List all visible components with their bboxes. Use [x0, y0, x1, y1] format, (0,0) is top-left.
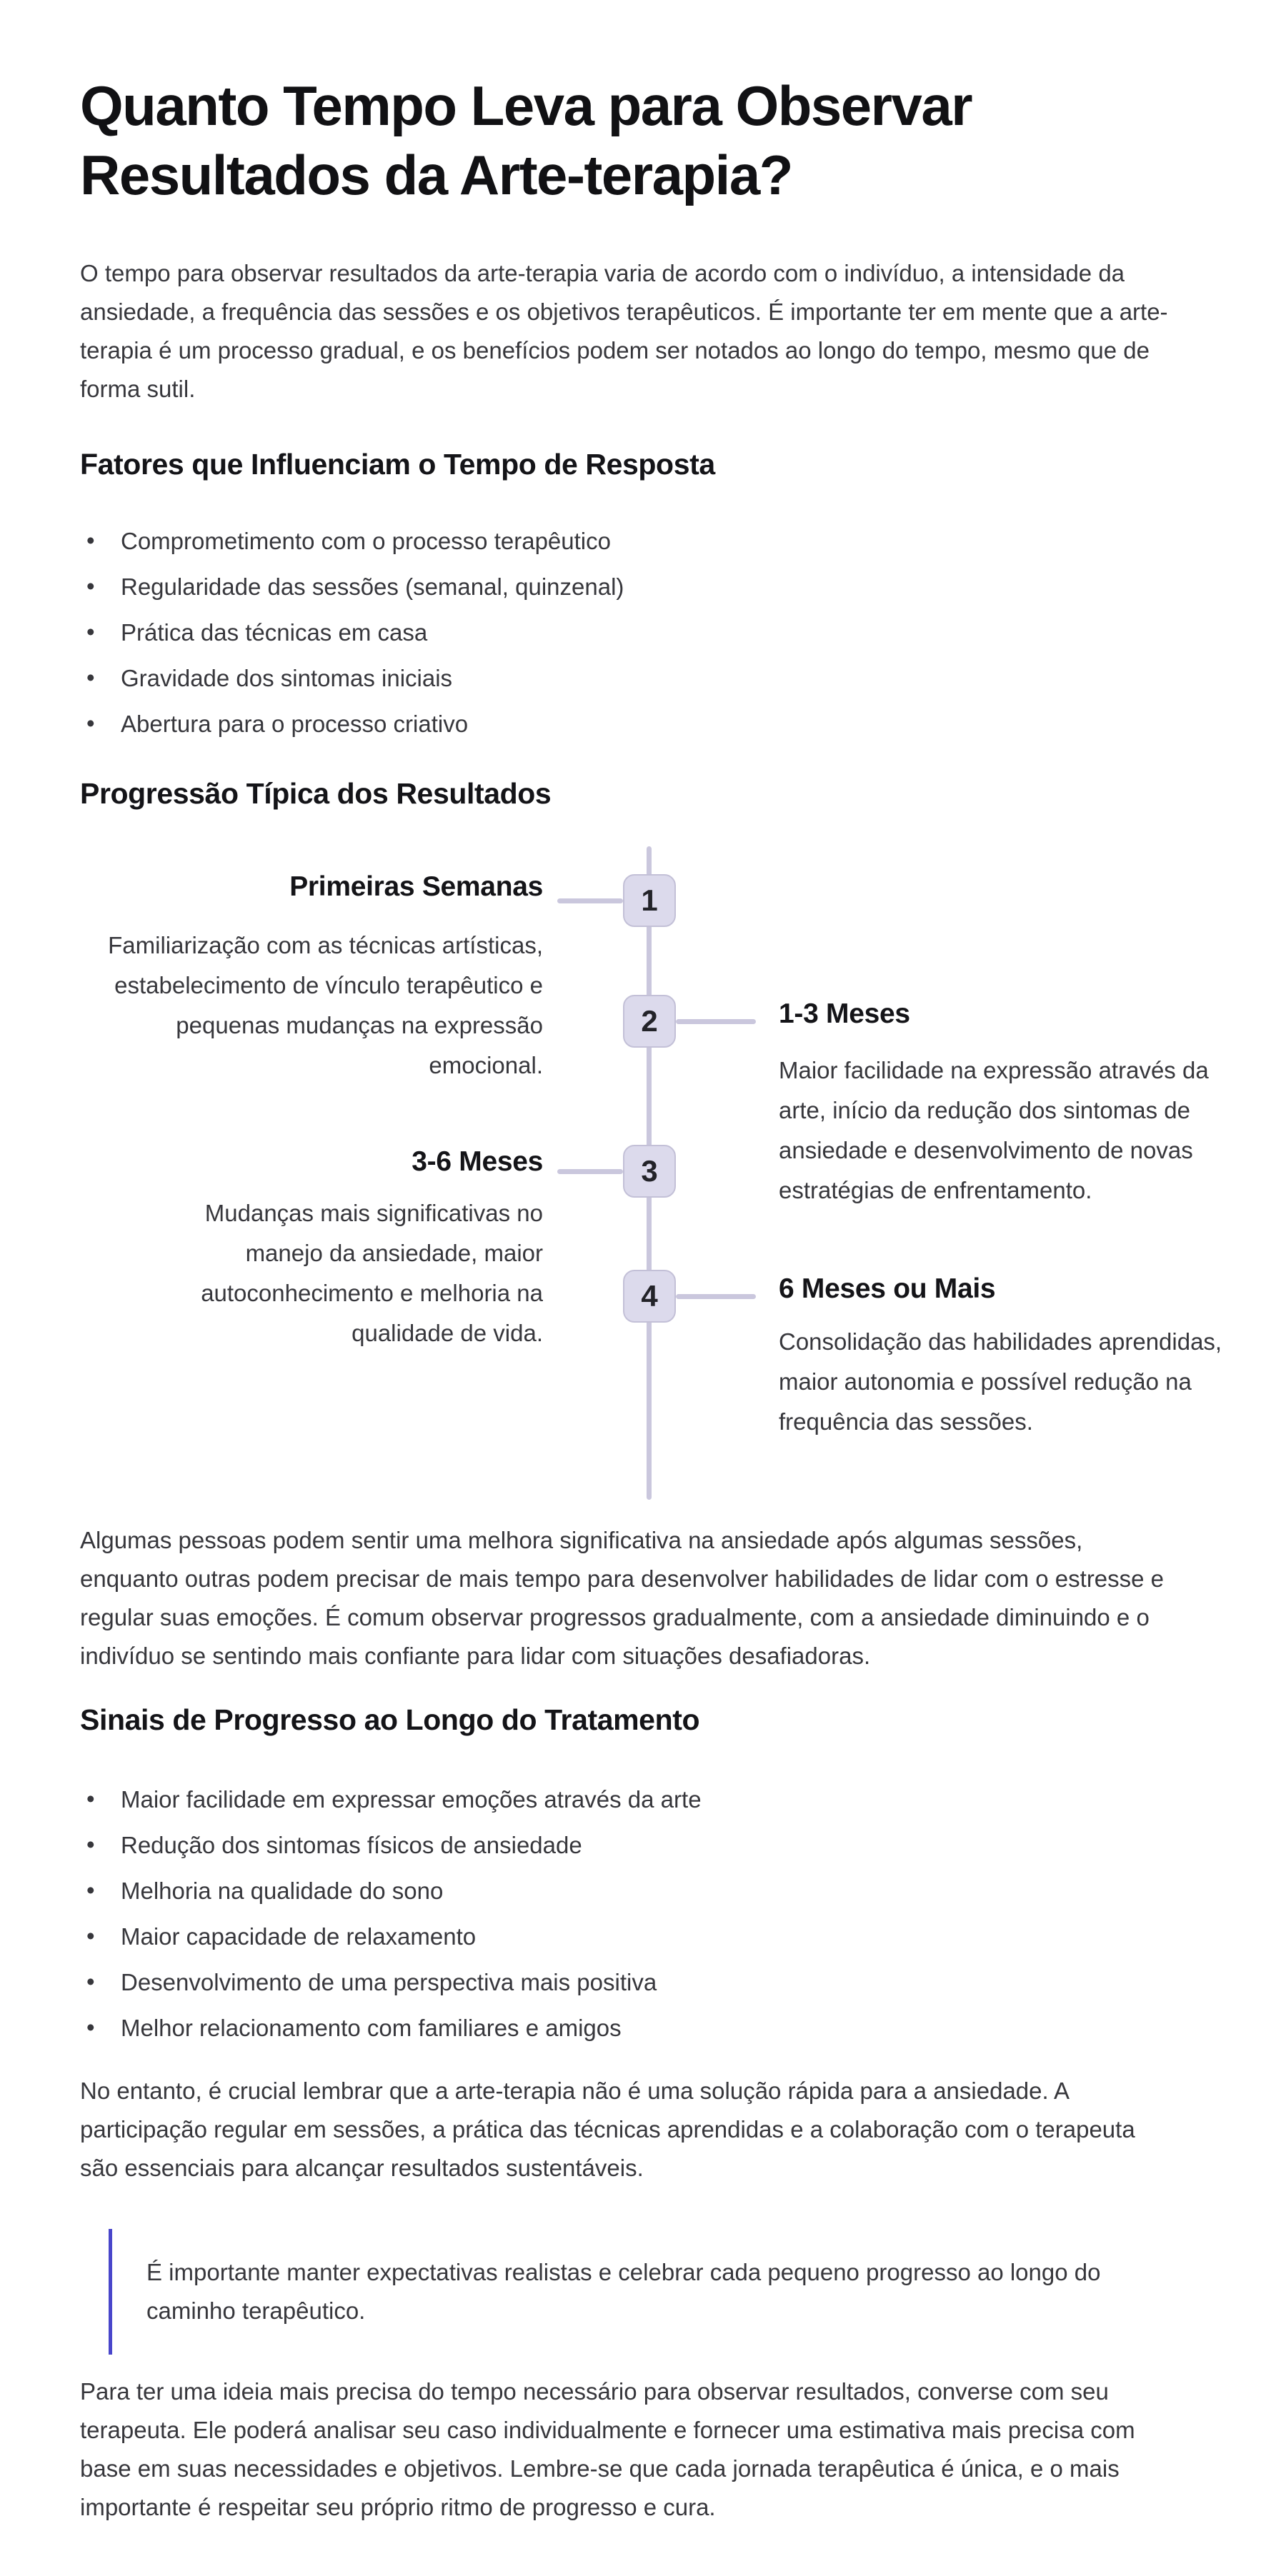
page-title: Quanto Tempo Leva para Observar Resultados da Arte-terapia? [80, 74, 972, 206]
caution-paragraph: No entanto, é crucial lembrar que a arte-terapia não é uma solução rápida para a ansiedade. A participação regular em sessões, a prática das técnicas aprendidas e a colaboração com o terapeuta são essenciais para alcançar resultados sustentáveis. [80, 2078, 1135, 2181]
section-heading-progression: Progressão Típica dos Resultados [80, 777, 552, 810]
timeline-step-2-number: 2 [623, 995, 676, 1048]
section-heading-signs: Sinais de Progresso ao Longo do Tratamento [80, 1703, 700, 1736]
timeline-item-description: Mudanças mais significativas no manejo da ansiedade, maior autoconhecimento e melhoria na qualidade de vida. [201, 1200, 543, 1346]
section-heading-factors: Fatores que Influenciam o Tempo de Resposta [80, 448, 715, 481]
timeline-item-title: 3-6 Meses [412, 1146, 543, 1177]
timeline [0, 843, 1286, 1500]
signs-list [80, 1780, 1152, 2055]
list-item: • Abertura para o processo criativo [80, 705, 1152, 743]
timeline-connector [557, 1169, 623, 1174]
quote-block: É importante manter expectativas realistas e celebrar cada pequeno progresso ao longo do caminho terapêutico. [109, 2229, 1166, 2355]
list-item: • Maior capacidade de relaxamento [80, 1918, 1152, 1956]
list-item: • Comprometimento com o processo terapêutico [80, 522, 1152, 561]
progress-note-paragraph: Algumas pessoas podem sentir uma melhora significativa na ansiedade após algumas sessões, enquanto outras podem precisar de mais tempo para desenvolver habilidades de lidar com o estresse e regular suas emoções. É comum observar progressos gradualmente, com a ansiedade diminuindo e o indivíduo se sentindo mais confiante para lidar com situações desafiadoras. [80, 1527, 1165, 1669]
list-item: • Melhoria na qualidade do sono [80, 1872, 1152, 1910]
timeline-step-3-number: 3 [623, 1145, 676, 1198]
timeline-step-1-number: 1 [623, 874, 676, 927]
list-item: • Maior facilidade em expressar emoções através da arte [80, 1780, 1152, 1819]
list-item: • Desenvolvimento de uma perspectiva mais positiva [80, 1963, 1152, 2002]
timeline-item-title: Primeiras Semanas [289, 871, 543, 902]
timeline-item-description: Consolidação das habilidades aprendidas, maior autonomia e possível redução na frequência das sessões. [779, 1328, 1222, 1435]
timeline-item-title: 1-3 Meses [779, 998, 910, 1029]
timeline-connector [676, 1294, 756, 1299]
timeline-item-description: Familiarização com as técnicas artísticas, estabelecimento de vínculo terapêutico e pequenas mudanças na expressão emocional. [108, 932, 543, 1078]
list-item: • Prática das técnicas em casa [80, 613, 1152, 652]
list-item: • Regularidade das sessões (semanal, quinzenal) [80, 568, 1152, 606]
list-item: • Melhor relacionamento com familiares e amigos [80, 2009, 1152, 2048]
timeline-item-description: Maior facilidade na expressão através da arte, início da redução dos sintomas de ansiedade e desenvolvimento de novas estratégias de enfrentamento. [779, 1057, 1209, 1203]
list-item: • Redução dos sintomas físicos de ansiedade [80, 1826, 1152, 1865]
factors-list [80, 522, 1152, 751]
timeline-step-4-number: 4 [623, 1270, 676, 1323]
timeline-connector [676, 1019, 756, 1024]
intro-paragraph: O tempo para observar resultados da arte-terapia varia de acordo com o indivíduo, a intensidade da ansiedade, a frequência das sessões e os objetivos terapêuticos. É importante ter em mente que a arte-terapia é um processo gradual, e os benefícios podem ser notados ao longo do tempo, mesmo que de forma sutil. [80, 260, 1168, 402]
list-item: • Gravidade dos sintomas iniciais [80, 659, 1152, 698]
timeline-connector [557, 898, 623, 903]
timeline-item-title: 6 Meses ou Mais [779, 1273, 996, 1304]
closing-paragraph: Para ter uma ideia mais precisa do tempo necessário para observar resultados, converse com seu terapeuta. Ele poderá analisar seu caso individualmente e fornecer uma estimativa mais precisa com base em suas necessidades e objetivos. Lembre-se que cada jornada terapêutica é única, e o mais importante é respeitar seu próprio ritmo de progresso e cura. [80, 2378, 1135, 2520]
